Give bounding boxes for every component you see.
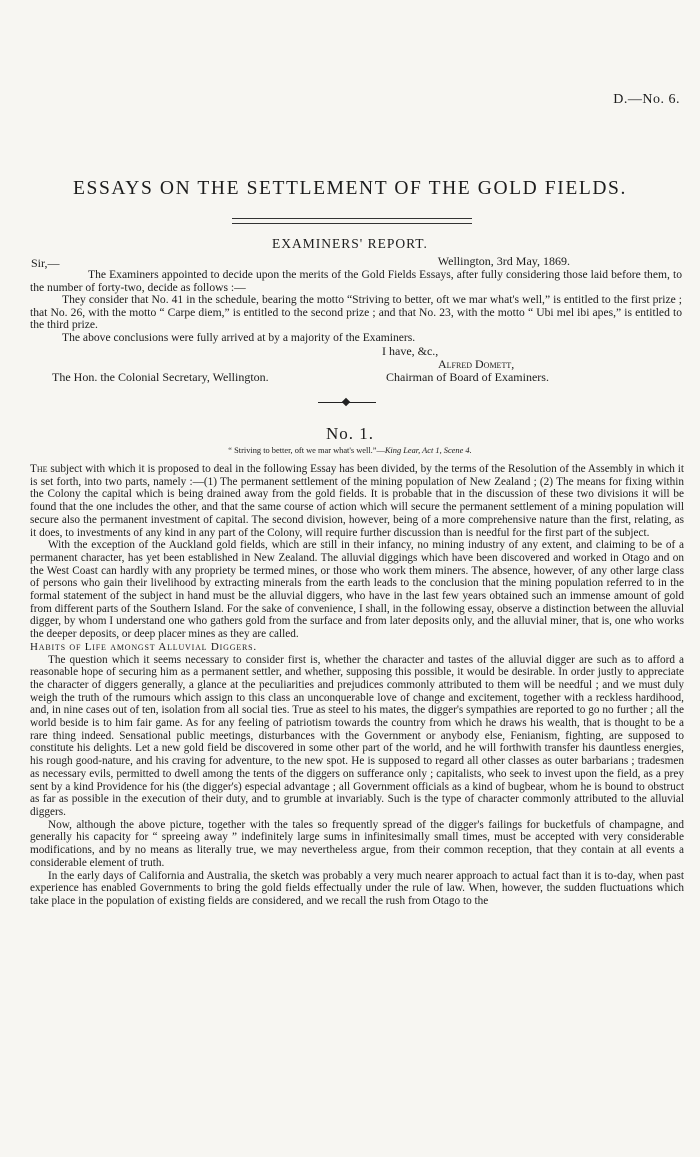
divider-ornament xyxy=(342,398,350,406)
report-body xyxy=(30,269,682,345)
essay-paragraph xyxy=(30,463,684,539)
report-paragraph: They consider that No. 41 in the schedule, bearing the motto “Striving to better, oft we mar what's well,” is entitled to the first prize ; that No. 26, with the motto “ Carpe diem,” is entitled to the second prize ; and that No. 23, with the motto “ Ubi mel ibi apes,” is entitled to the third prize. xyxy=(30,293,682,332)
report-addressee: The Hon. the Colonial Secretary, Wellington. xyxy=(52,370,269,384)
report-salutation: Sir,— xyxy=(31,256,60,270)
motto-source: King Lear, Act 1, Scene 4. xyxy=(384,446,472,455)
essay-paragraph-text: subject with which it is proposed to deal in the following Essay has been divided, by the terms of the Resolution of the Assembly in which it is set forth, into two parts, namely :—(1) The permanent settlement of the mining population of New Zealand ; (2) The means for fixing within the Colony the capital which is being drained away from the gold fields. It is probable that in the discussion of these two divisions it will be found that the one includes the other, and that the same course of action which will secure the permanent settlement of a mining population will secure also the permanent investment of capital. The second division, however, being of a more comprehensive nature than the first, relating, as it does, to investments of any kind in any part of the Colony, will require further discussion than is needful for the first part of the subject. xyxy=(30,463,684,539)
report-paragraph: The Examiners appointed to decide upon the merits of the Gold Fields Essays, after fully considering those laid before them, to the number of forty-two, decide as follows :— xyxy=(30,268,682,294)
essay-paragraph: In the early days of California and Australia, the sketch was probably a very much nearer approach to actual fact than it is to-day, when past experience has enabled Governments to bring the gold fields effectually under the rule of law. When, however, the sudden fluctuations which take place in the population of existing fields are considered, and we recall the rush from Otago to the xyxy=(30,869,684,907)
essay-paragraph: The question which it seems necessary to consider first is, whether the character and tastes of the alluvial digger are such as to afford a reasonable hope of securing him as a permanent settler, and whether, supposing this possible, it would be desirable. In order justly to appreciate the character of diggers generally, a glance at the peculiarities and prejudices commonly attributed to them will be needful ; and we must duly weigh the truth of the rumours which assign to this class an unconquerable love of change and excitement, together with a reckless hardihood, and, in nine cases out of ten, isolation from all social ties. True as steel to his mates, the digger's sympathies are reported to go no further ; all the world beside is to him fair game. As for any feeling of patriotism towards the country from which he draws his wealth, that is thought to be a rare thing indeed. Sensational public meetings, disturbances with the Government or anybody else, Fenianism, fighting, are supposed to constitute his delights. Let a new gold field be discovered in some other part of the world, and he will forthwith transfer his dauntless energies, his rough good-nature, and his craving for adventure, to the new spot. He is supposed to regard all other classes as outer barbarians ; tradesmen as necessary evils, permitted to dwell among the tents of the diggers on sufferance only ; capitalists, who seek to invest upon the field, as a prey sent by a kind Providence for his (the digger's) especial advantage ; all Government officials as a kind of bugbear, whom he is bound to obstruct as far as possible in the execution of their duty, and to grumble at invariably. Such is the type of character commonly attributed to the alluvial diggers. xyxy=(30,653,684,818)
report-dateline: Wellington, 3rd May, 1869. xyxy=(437,254,570,268)
title-rule xyxy=(232,218,472,224)
report-heading: EXAMINERS' REPORT. xyxy=(272,236,428,251)
essay-body xyxy=(30,463,684,908)
document-reference: D.—No. 6. xyxy=(613,92,680,107)
essay-paragraph: Now, although the above picture, together with the tales so frequently spread of the digger's failings for bucketfuls of champagne, and generally his capacity for “ spreeing away ” indefinitely large sums in infinitesimally small times, must be accepted with very considerable modifications, and by no means as literally true, we may nevertheless argue, from their common reception, that they contain at all events a considerable element of truth. xyxy=(30,818,684,869)
essay-first-word: The xyxy=(30,463,48,475)
motto-text: “ Striving to better, oft we mar what's well.”— xyxy=(228,446,385,455)
report-paragraph: The above conclusions were fully arrived at by a majority of the Examiners. xyxy=(62,330,416,344)
report-signatory: Alfred Domett, xyxy=(438,357,515,371)
document-title: ESSAYS ON THE SETTLEMENT OF THE GOLD FIELDS. xyxy=(73,178,627,199)
report-signatory-title: Chairman of Board of Examiners. xyxy=(386,370,549,384)
section-heading: Habits of Life amongst Alluvial Diggers. xyxy=(30,640,257,653)
essay-number: No. 1. xyxy=(325,424,375,443)
report-closing: I have, &c., xyxy=(382,344,439,358)
essay-paragraph: With the exception of the Auckland gold fields, which are still in their infancy, no mining industry of any extent, and claiming to be of a permanent character, has yet been established in New Zealand. The alluvial diggings which have been discovered and worked in Otago and on the West Coast can hardly with any propriety be termed mines, or those who work them miners. The absence, however, of any other large class of persons who gain their livelihood by extracting minerals from the earth leads to the conclusion that the mining population referred to in the formal statement of the subject in hand must be the alluvial diggers, who have in the last few years obtained such an immense amount of gold from different parts of the Southern Island. For the sake of convenience, I shall, in the following essay, observe a distinction between the alluvial digger, by whom I understand one who gathers gold from the surface and from later deposits only, and the alluvial miner, that is, one who works the deeper deposits, or deep placer mines as they are called. xyxy=(30,539,684,641)
essay-motto xyxy=(0,446,700,455)
